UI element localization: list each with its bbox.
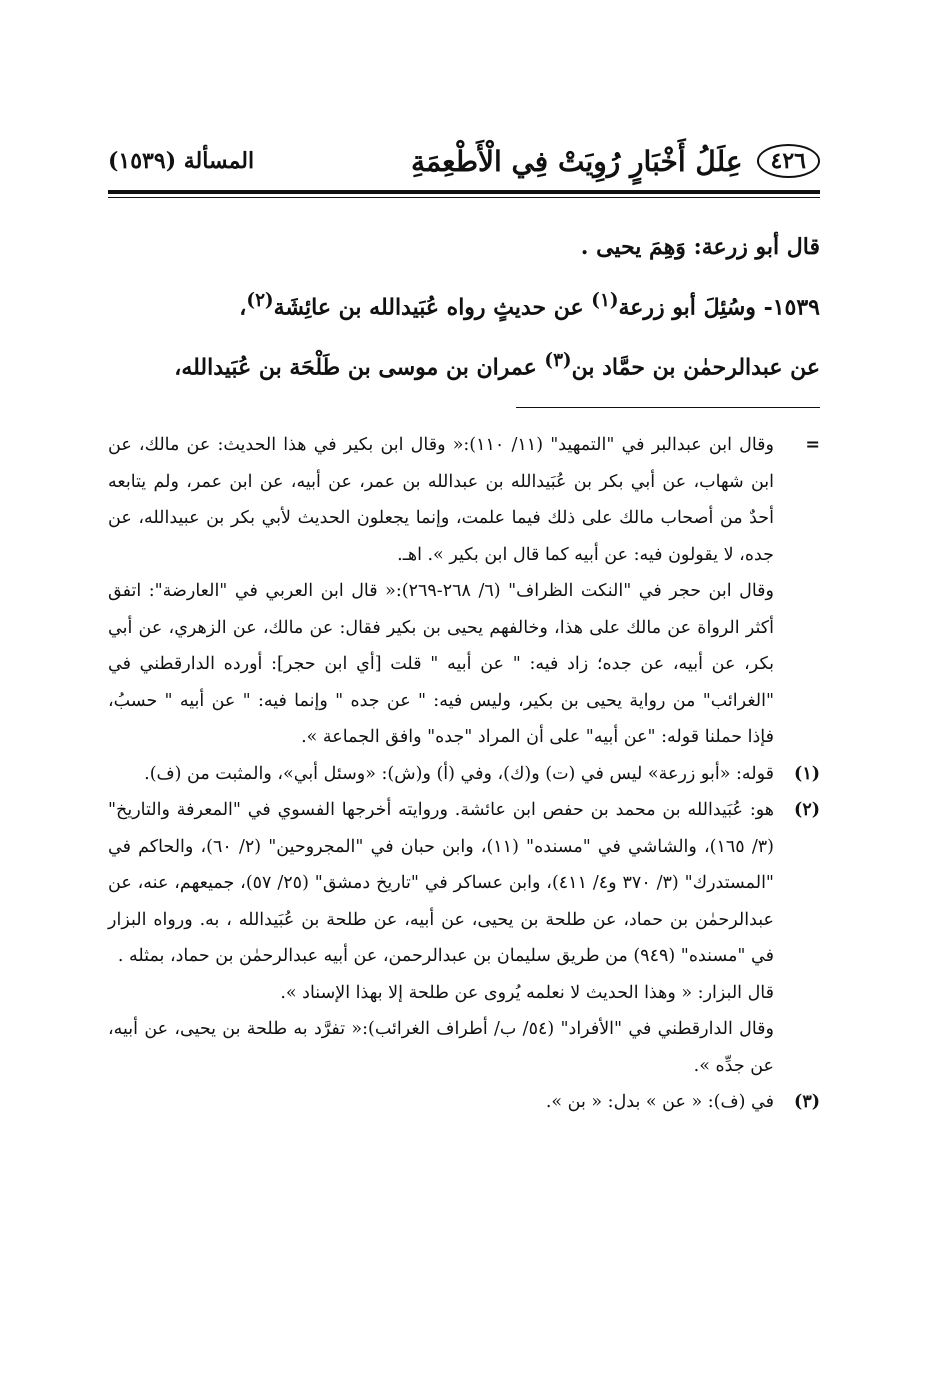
main-line-2-text: عن حديثٍ رواه عُبَيدالله بن عائِشَة	[273, 294, 592, 321]
main-line-2-end: ،	[239, 294, 247, 321]
footnotes	[108, 427, 820, 1121]
main-line-3-end: عمران بن موسى بن طَلْحَة بن عُبَيدالله،	[174, 354, 545, 381]
issue-label: المسألة (١٥٣٩)	[108, 148, 255, 174]
header-title-group	[411, 144, 820, 178]
footnote-3	[108, 1084, 820, 1121]
footnote-continuation	[108, 427, 820, 756]
footnote-1-number: (١)	[794, 763, 820, 784]
footnote-1	[108, 756, 820, 793]
footnote-paragraph: هو: عُبَيدالله بن محمد بن حفص ابن عائشة. وروايته أخرجها الفسوي في "المعرفة والتاريخ" (٣/ ١٦٥)، والشاشي في "مسنده" (١١)، وابن حبان في "المجروحين" (٢/ ٦٠)، والحاكم في "المستدرك" (٣/ ٣٧٠ و٤/ ٤١١)، وابن عساكر في "تاريخ دمشق" (٢٥/ ٥٧)، جميعهم، عنه، عن عبدالرحمٰن بن حماد، عن طلحة بن يحيى، عن أبيه، عن طلحة بن عُبَيدالله ، به. ورواه البزار في "مسنده" (٩٤٩) من طريق سليمان بن عبدالرحمن، عن أبيه عبدالرحمٰن بن حماد، بمثله .	[108, 800, 774, 966]
footnote-ref-2: (٢)	[246, 290, 274, 311]
footnote-paragraph: وقال ابن عبدالبر في "التمهيد" (١١/ ١١٠):« وقال ابن بكير في هذا الحديث: عن مالك، عن ابن شهاب، عن أبي بكر بن عُبَيدالله بن عبدالله بن عمر، عن أبيه، عن ابن عمر، ولم يتابعه أحدٌ من أصحاب مالك على ذلك فيما علمت، وإنما يجعلون الحديث لأبي بكر بن عبيدالله، عن جده، لا يقولون فيه: عن أبيه كما قال ابن بكير ». اهـ.	[108, 435, 774, 565]
footnote-paragraph: قال البزار: « وهذا الحديث لا نعلمه يُروى عن طلحة إلا بهذا الإسناد ».	[280, 982, 774, 1003]
book-title: عِلَلُ أَخْبَارٍ رُوِيَتْ فِي الْأَطْعِمَةِ	[410, 144, 743, 178]
footnote-paragraph: وقال الدارقطني في "الأفراد" (٥٤/ ب/ أطراف الغرائب):« تفرَّد به طلحة بن يحيى، عن أبيه، عن جدِّه ».	[108, 1019, 774, 1076]
main-line-1: قال أبو زرعة: وَهِمَ يحيى .	[580, 234, 820, 260]
continuation-marker: =	[805, 435, 820, 455]
footnote-continuation-body	[108, 427, 774, 756]
footnote-paragraph: قوله: «أبو زرعة» ليس في (ت) و(ك)، وفي (أ) و(ش): «وسئل أبي»، والمثبت من (ف).	[144, 763, 774, 784]
page-number: ٤٢٦	[757, 144, 820, 178]
main-line-2	[108, 274, 820, 334]
page-header	[108, 138, 820, 184]
header-rule-thin	[108, 197, 820, 198]
footnote-paragraph: في (ف): « عن » بدل: « بن ».	[545, 1092, 774, 1112]
main-text	[108, 220, 820, 395]
footnote-2	[108, 792, 820, 1084]
footnote-3-number: (٣)	[794, 1092, 820, 1112]
footnote-2-number: (٢)	[794, 800, 820, 820]
main-line-3	[108, 334, 820, 394]
header-rule-thick	[108, 190, 820, 194]
footnote-2-body	[108, 792, 774, 1084]
issue-number: ١٥٣٩- وسُئِلَ أبو زرعة	[618, 294, 820, 321]
footnote-ref-1: (١)	[591, 290, 619, 311]
footnote-ref-3: (٣)	[544, 350, 572, 372]
main-line-3-text: عن عبدالرحمٰن بن حمَّاد بن	[571, 354, 820, 381]
footnote-1-body	[108, 756, 774, 793]
footnote-separator	[516, 407, 820, 408]
footnote-paragraph: وقال ابن حجر في "النكت الظراف" (٦/ ٢٦٨-٢٦٩):« قال ابن العربي في "العارضة": اتفق أكثر الرواة عن مالك على هذا، وخالفهم يحيى بن بكير فقال: عن مالك، عن الزهري، عن أبي بكر، عن أبيه، عن جده؛ زاد فيه: " عن أبيه " قلت [أي ابن حجر]: أورده الدارقطني في "الغرائب" من رواية يحيى بن بكير، وليس فيه: " عن جده " وإنما فيه: " عن أبيه " حسبُ، فإذا حملنا قوله: "عن أبيه" على أن المراد "جده" وافق الجماعة ».	[108, 581, 774, 747]
footnote-3-body	[108, 1084, 774, 1121]
